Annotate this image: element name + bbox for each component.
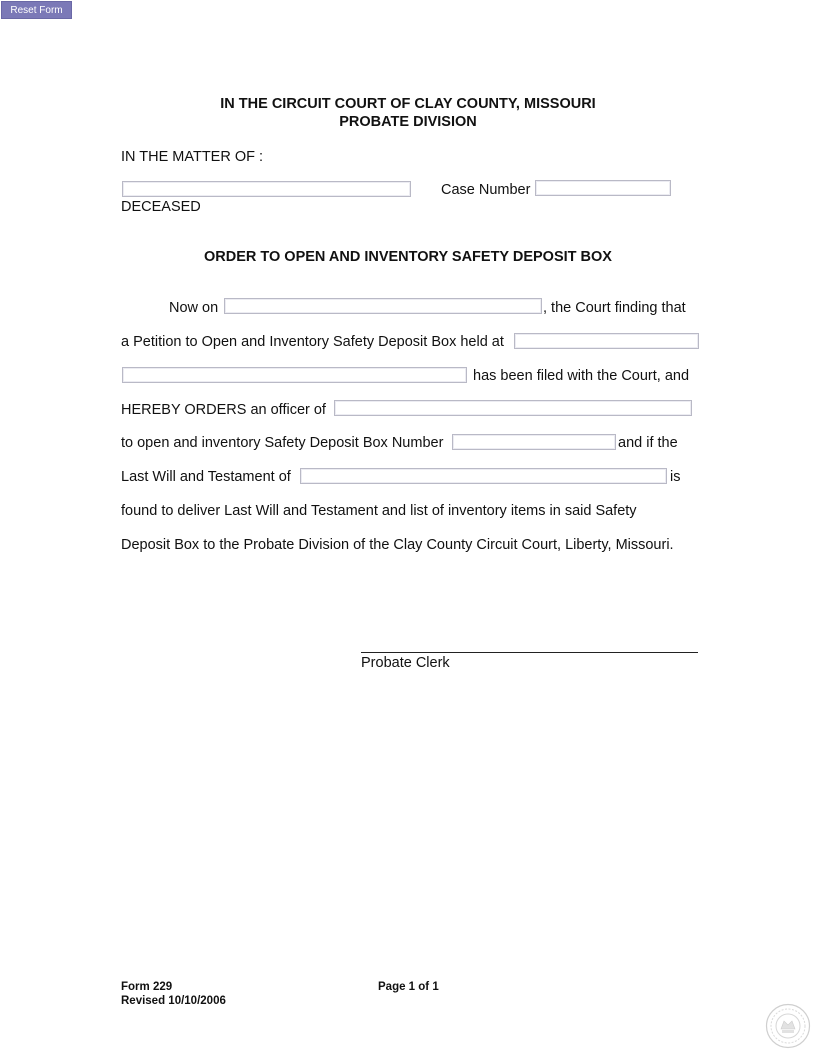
court-seal-icon (765, 1003, 811, 1049)
page-number: Page 1 of 1 (378, 981, 439, 993)
order-title: ORDER TO OPEN AND INVENTORY SAFETY DEPOSIT BOX (204, 249, 612, 265)
deceased-name-input[interactable] (122, 181, 411, 197)
division-heading: PROBATE DIVISION (339, 114, 477, 130)
line5-prefix: to open and inventory Safety Deposit Box Number (121, 435, 444, 451)
box-number-input[interactable] (452, 434, 616, 450)
line6-prefix: Last Will and Testament of (121, 469, 291, 485)
officer-of-input[interactable] (334, 400, 692, 416)
testament-of-input[interactable] (300, 468, 667, 484)
date-input[interactable] (224, 298, 542, 314)
line1-prefix: Now on (169, 300, 219, 316)
case-number-input[interactable] (535, 180, 671, 196)
signature-line (361, 652, 698, 653)
order-line7: found to deliver Last Will and Testament and list of inventory items in said Safety (121, 503, 637, 519)
held-at-input-1[interactable] (514, 333, 699, 349)
line4-prefix: HEREBY ORDERS an officer of (121, 402, 326, 418)
line5-suffix: and if the (618, 435, 678, 451)
court-heading: IN THE CIRCUIT COURT OF CLAY COUNTY, MISSOURI (220, 96, 596, 112)
probate-clerk-label: Probate Clerk (361, 655, 450, 671)
deceased-label: DECEASED (121, 199, 201, 215)
line6-suffix: is (670, 469, 681, 485)
form-number: Form 229 (121, 981, 173, 993)
line2-prefix: a Petition to Open and Inventory Safety Deposit Box held at (121, 334, 504, 350)
line3-suffix: has been filed with the Court, and (473, 368, 690, 384)
held-at-input-2[interactable] (122, 367, 467, 383)
line1-suffix: , the Court finding that (543, 300, 686, 316)
revised-date: Revised 10/10/2006 (121, 995, 226, 1007)
matter-label: IN THE MATTER OF : (121, 149, 264, 165)
case-number-label: Case Number (441, 182, 531, 198)
reset-form-button[interactable]: Reset Form (1, 1, 72, 19)
order-line8: Deposit Box to the Probate Division of the Clay County Circuit Court, Liberty, Missouri. (121, 537, 674, 553)
